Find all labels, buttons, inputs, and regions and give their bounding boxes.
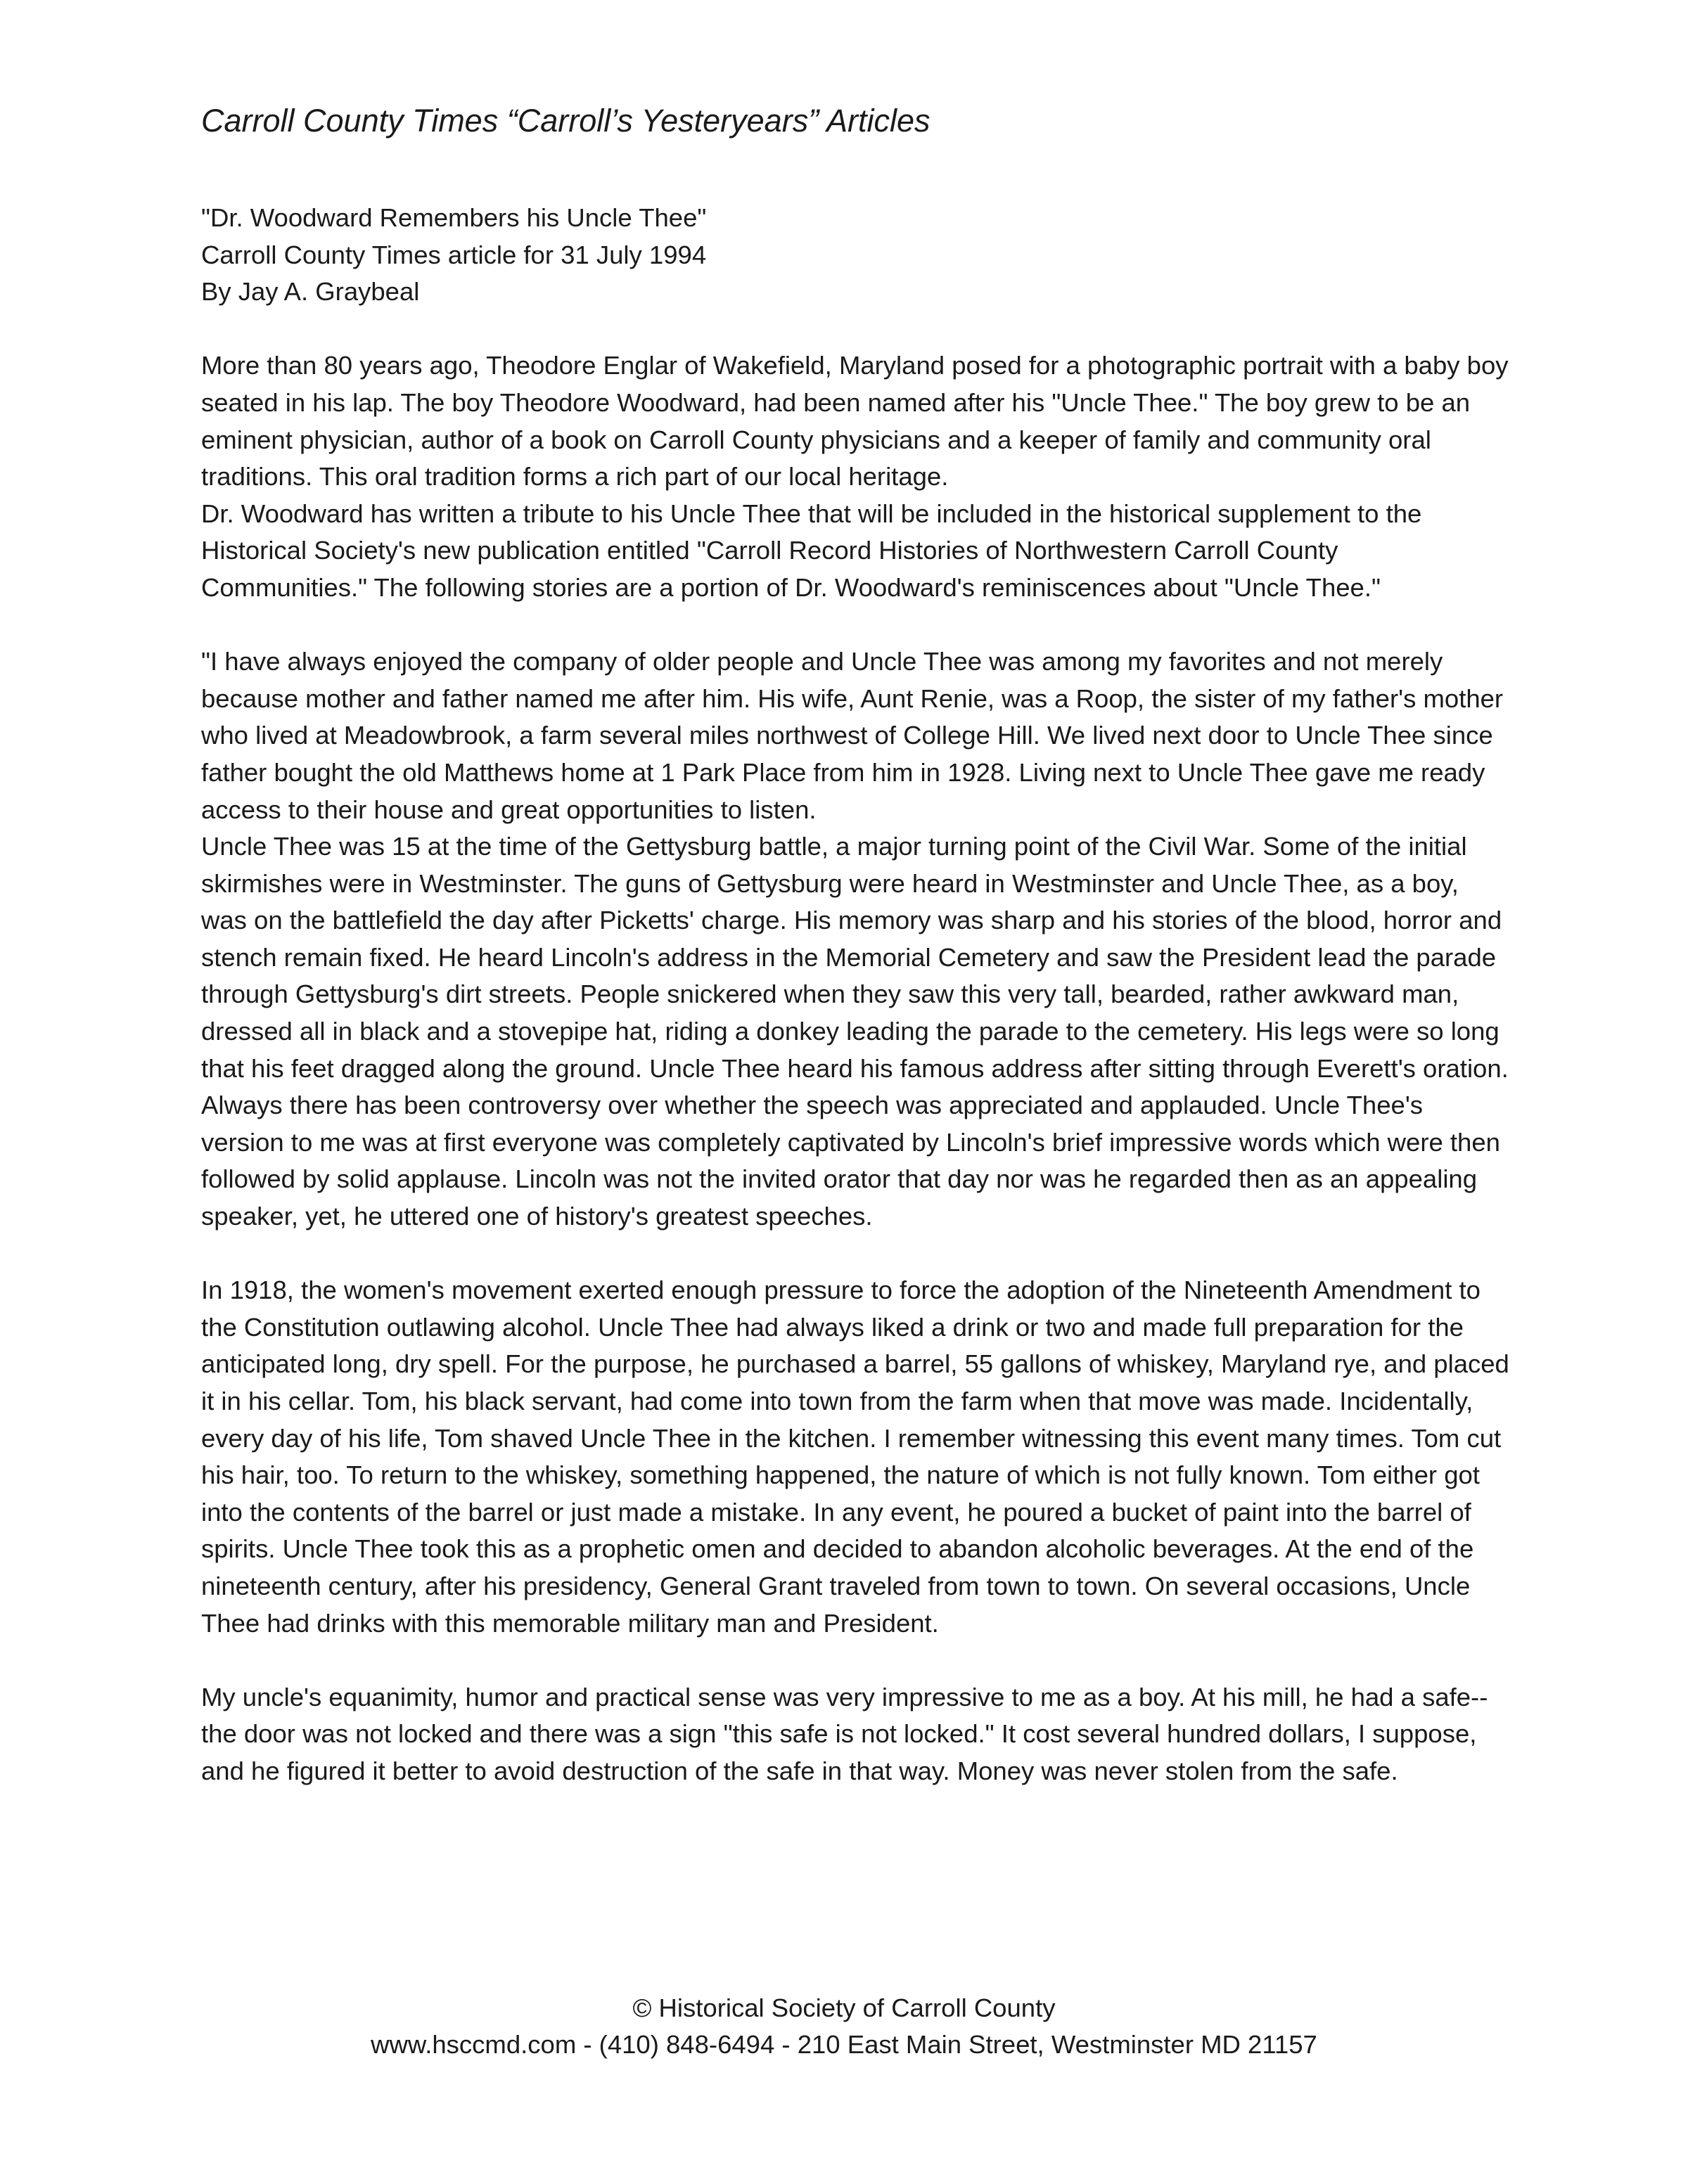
spacer (201, 1642, 1509, 1679)
prohibition-paragraph: In 1918, the women's movement exerted enough pressure to force the adoption of the Nineteenth Amendment to the Constitution outlawing alcohol. Uncle Thee had always liked a drink or two and made full preparation for the anticipated long, dry spell. For the purpose, he purchased a barrel, 55 gallons of whiskey, Maryland rye, and placed it in his cellar. Tom, his black servant, had come into town from the farm when that move was made. Incidentally, every day of his life, Tom shaved Uncle Thee in the kitchen. I remember witnessing this event many times. Tom cut his hair, too. To return to the whiskey, something happened, the nature of which is not fully known. Tom either got into the contents of the barrel or just made a mistake. In any event, he poured a bucket of paint into the barrel of spirits. Uncle Thee took this as a prophetic omen and decided to abandon alcoholic beverages. At the end of the nineteenth century, after his presidency, General Grant traveled from town to town. On several occasions, Uncle Thee had drinks with this memorable military man and President. (201, 1276, 1509, 1638)
page-header-title: Carroll County Times “Carroll’s Yesteryears” Articles (201, 103, 931, 139)
safe-paragraph: My uncle's equanimity, humor and practical sense was very impressive to me as a boy. At his mill, he had a safe--the door was not locked and there was a sign "this safe is not locked." It cost several hundred dollars, I suppose, and he figured it better to avoid destruction of the safe in that way. Money was never stolen from the safe. (201, 1682, 1488, 1785)
spacer (201, 1235, 1509, 1273)
intro-paragraph-2: Dr. Woodward has written a tribute to his Uncle Thee that will be included in the historical supplement to the Historical Society's new publication entitled "Carroll Record Histories of Northwestern Carroll County Communities." The following stories are a portion of Dr. Woodward's reminiscences about "Uncle Thee." (201, 499, 1422, 602)
memories-section (201, 643, 1509, 1235)
page-footer (0, 1990, 1688, 2063)
intro-section (201, 347, 1509, 606)
article-author: By Jay A. Graybeal (201, 277, 420, 307)
spacer (201, 607, 1509, 644)
memories-paragraph-1: "I have always enjoyed the company of older people and Uncle Thee was among my favorites and not merely because mother and father named me after him. His wife, Aunt Renie, was a Roop, the sister of my father's mother who lived at Meadowbrook, a farm several miles northwest of College Hill. We lived next door to Uncle Thee since father bought the old Matthews home at 1 Park Place from him in 1928. Living next to Uncle Thee gave me ready access to their house and great opportunities to listen. (201, 647, 1504, 824)
intro-paragraph-1: More than 80 years ago, Theodore Englar of Wakefield, Maryland posed for a photographic portrait with a baby boy seated in his lap. The boy Theodore Woodward, had been named after his "Uncle Thee." The boy grew to be an eminent physician, author of a book on Carroll County physicians and a keeper of family and community oral traditions. This oral tradition forms a rich part of our local heritage. (201, 351, 1509, 492)
footer-contact: www.hsccmd.com - (410) 848-6494 - 210 East Main Street, Westminster MD 21157 (371, 2030, 1317, 2059)
memories-paragraph-2: Uncle Thee was 15 at the time of the Gettysburg battle, a major turning point of the Civil War. Some of the initial skirmishes were in Westminster. The guns of Gettysburg were heard in Westminster and Uncle Thee, as a boy, was on the battlefield the day after Picketts' charge. His memory was sharp and his stories of the blood, horror and stench remain fixed. He heard Lincoln's address in the Memorial Cemetery and saw the President lead the parade through Gettysburg's dirt streets. People snickered when they saw this very tall, bearded, rather awkward man, dressed all in black and a stovepipe hat, riding a donkey leading the parade to the cemetery. His legs were so long that his feet dragged along the ground. Uncle Thee heard his famous address after sitting through Everett's oration. Always there has been controversy over whether the speech was appreciated and applauded. Uncle Thee's version to me was at first everyone was completely captivated by Lincoln's brief impressive words which were then followed by solid applause. Lincoln was not the invited orator that day nor was he regarded then as an appealing speaker, yet, he uttered one of history's greatest speeches. (201, 832, 1509, 1231)
spacer (201, 311, 1509, 348)
article-headline: "Dr. Woodward Remembers his Uncle Thee" (201, 203, 707, 232)
footer-copyright: © Historical Society of Carroll County (632, 1993, 1056, 2022)
article-body (201, 200, 1509, 1790)
article-source: Carroll County Times article for 31 July 1994 (201, 240, 707, 269)
